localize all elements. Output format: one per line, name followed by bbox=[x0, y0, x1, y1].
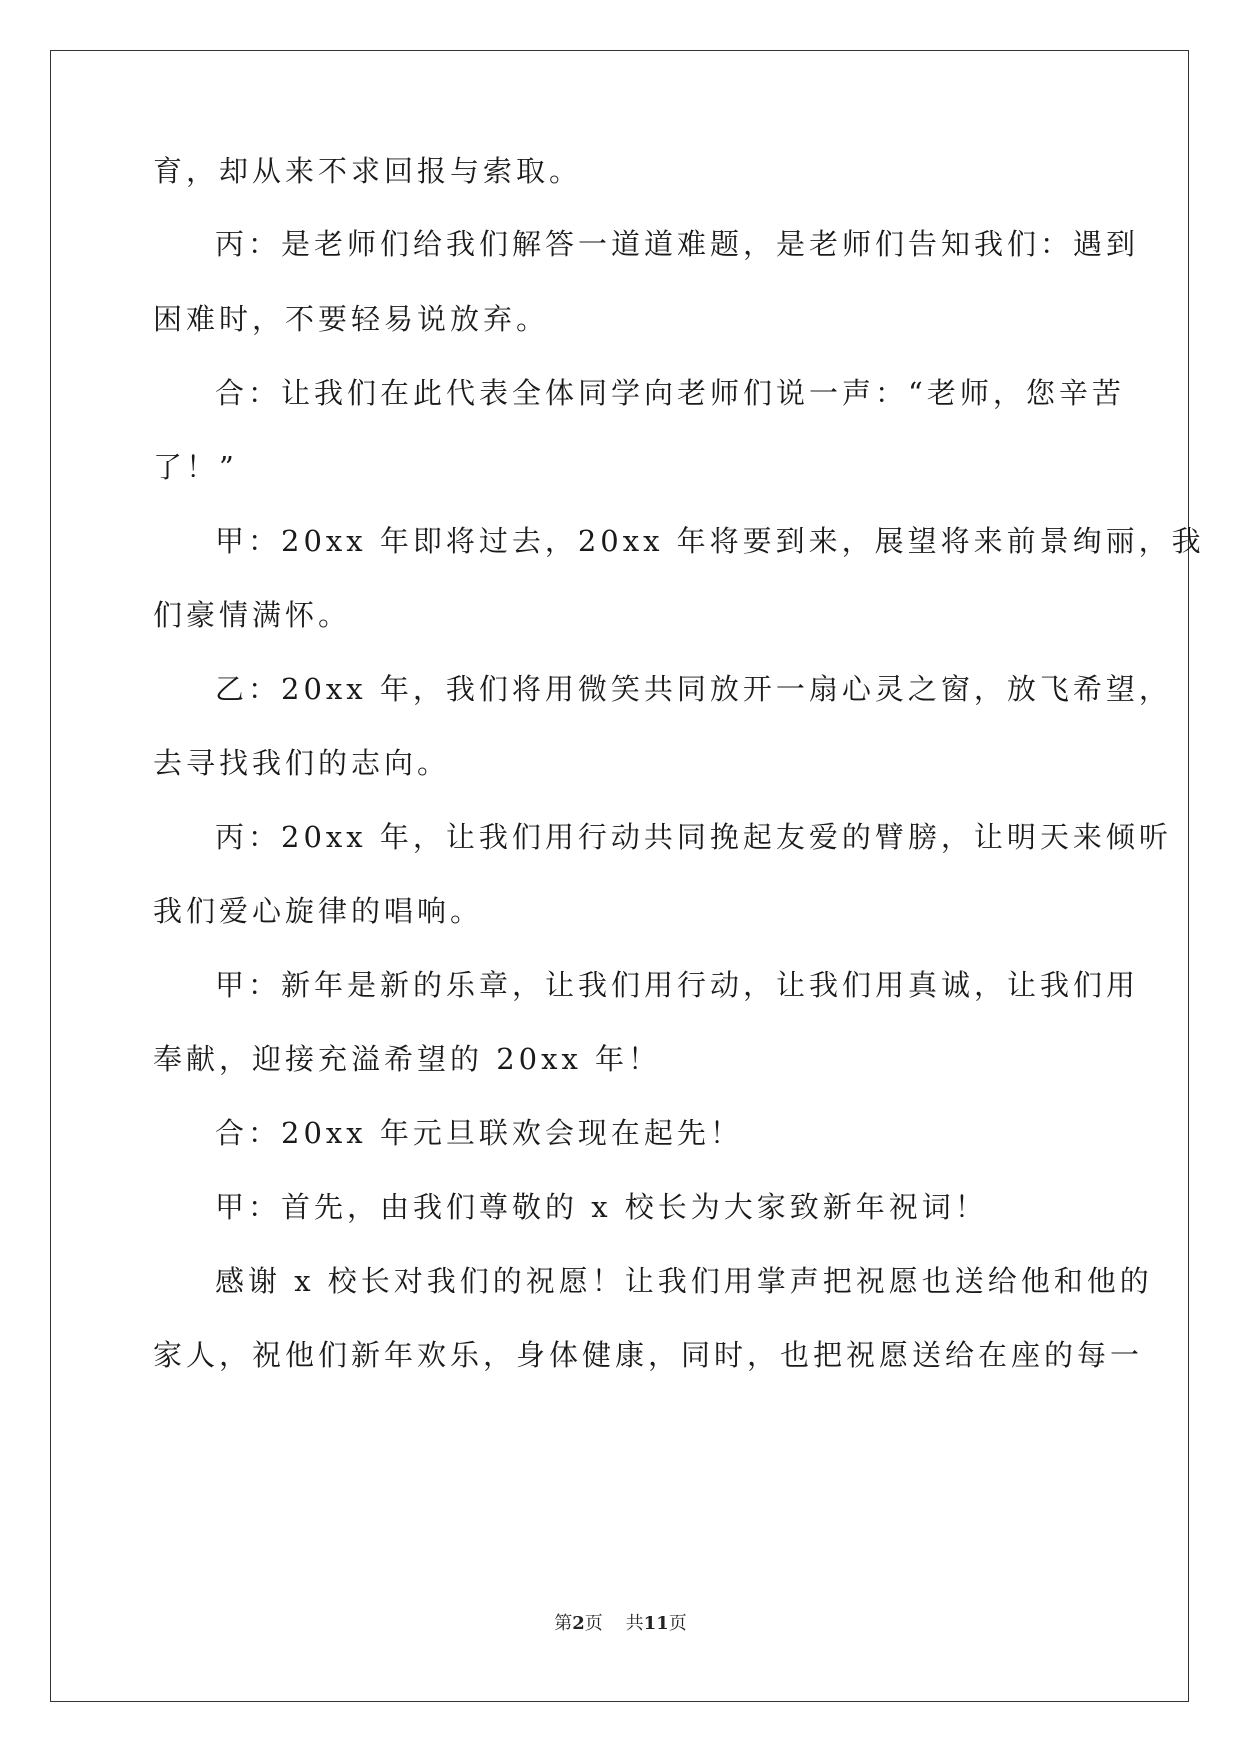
page-suffix: 页 bbox=[584, 1613, 603, 1634]
text-line: 我们爱心旋律的唱响。 bbox=[153, 894, 484, 928]
text-line: 乙：20xx 年，我们将用微笑共同放开一扇心灵之窗，放飞希望， bbox=[215, 672, 1172, 706]
text-line: 甲：新年是新的乐章，让我们用行动，让我们用真诚，让我们用 bbox=[215, 968, 1140, 1002]
text-line: 困难时，不要轻易说放弃。 bbox=[153, 302, 550, 336]
text-line: 家人，祝他们新年欢乐，身体健康，同时，也把祝愿送给在座的每一 bbox=[153, 1338, 1144, 1372]
text-line: 奉献，迎接充溢希望的 20xx 年！ bbox=[153, 1042, 662, 1076]
page-footer bbox=[0, 1612, 1241, 1636]
total-prefix: 共 bbox=[625, 1613, 644, 1634]
text-line: 合：20xx 年元旦联欢会现在起先！ bbox=[215, 1116, 743, 1150]
text-line: 甲：首先，由我们尊敬的 x 校长为大家致新年祝词！ bbox=[215, 1190, 988, 1224]
text-line: 了！” bbox=[153, 450, 238, 484]
text-line: 育，却从来不求回报与索取。 bbox=[153, 154, 583, 188]
text-line: 感谢 x 校长对我们的祝愿！让我们用掌声把祝愿也送给他和他的 bbox=[215, 1264, 1153, 1298]
text-line: 丙：是老师们给我们解答一道道难题，是老师们告知我们：遇到 bbox=[215, 227, 1140, 261]
page-number: 2 bbox=[572, 1613, 585, 1634]
text-line: 甲：20xx 年即将过去，20xx 年将要到来，展望将来前景绚丽，我 bbox=[215, 524, 1205, 558]
total-suffix: 页 bbox=[668, 1613, 687, 1634]
text-line: 们豪情满怀。 bbox=[153, 598, 352, 632]
text-line: 丙：20xx 年，让我们用行动共同挽起友爱的臂膀，让明天来倾听 bbox=[215, 820, 1172, 854]
page-prefix: 第 bbox=[554, 1613, 573, 1634]
total-pages: 11 bbox=[643, 1613, 669, 1634]
text-line: 合：让我们在此代表全体同学向老师们说一声：“老师，您辛苦 bbox=[215, 376, 1125, 410]
page-border bbox=[50, 50, 1189, 1702]
text-line: 去寻找我们的志向。 bbox=[153, 746, 451, 780]
